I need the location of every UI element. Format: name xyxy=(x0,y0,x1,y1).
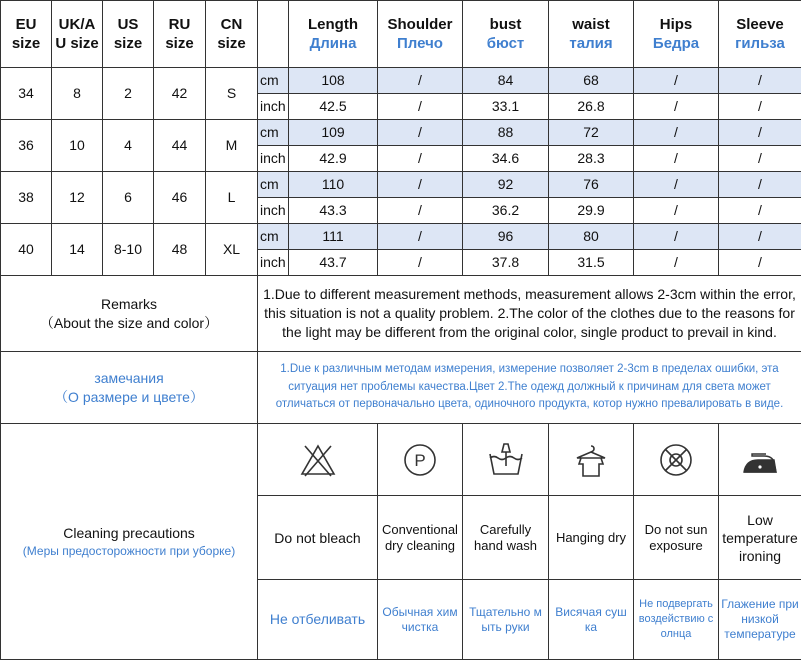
length-cm: 108 xyxy=(289,68,378,94)
waist-inch: 29.9 xyxy=(549,198,634,224)
header-cn: CN size xyxy=(206,1,258,68)
us-size-cell: 6 xyxy=(103,172,154,224)
header-sleeve: Sleeve гильза xyxy=(719,1,801,68)
bust-cm: 88 xyxy=(463,120,549,146)
shoulder-cm: / xyxy=(378,224,463,250)
shoulder-cm: / xyxy=(378,120,463,146)
cn-size-cell: M xyxy=(206,120,258,172)
cn-size-cell: S xyxy=(206,68,258,120)
unit-inch: inch xyxy=(258,198,289,224)
remarks-title: Remarks xyxy=(1,295,257,314)
length-inch: 43.3 xyxy=(289,198,378,224)
sleeve-inch: / xyxy=(719,250,801,276)
unit-inch: inch xyxy=(258,94,289,120)
length-inch: 42.5 xyxy=(289,94,378,120)
care-en-hand-wash: Carefully hand wash xyxy=(463,496,549,580)
bust-cm: 84 xyxy=(463,68,549,94)
bust-cm: 96 xyxy=(463,224,549,250)
care-ru-low-iron: Глажение при низкой температуре xyxy=(719,580,801,660)
header-shoulder: Shoulder Плечо xyxy=(378,1,463,68)
hips-cm: / xyxy=(634,68,719,94)
header-bust: bust бюст xyxy=(463,1,549,68)
header-ru: RU size xyxy=(154,1,206,68)
sleeve-inch: / xyxy=(719,146,801,172)
bust-inch: 34.6 xyxy=(463,146,549,172)
table-row xyxy=(1,120,801,146)
length-cm: 109 xyxy=(289,120,378,146)
remarks-label-ru xyxy=(1,352,258,424)
waist-inch: 31.5 xyxy=(549,250,634,276)
unit-cm: cm xyxy=(258,172,289,198)
hand-wash-icon xyxy=(463,424,549,496)
waist-cm: 68 xyxy=(549,68,634,94)
remarks-text-ru: 1.Due к различным методам измерения, измерение позволяет 2-3cm в пределах ошибки, эта ситуация нет проблемы качества.Цвет 2.The одежд должный к причинам для света может отличаться от первоначально цвета, одиночного продукта, котор нужно превалировать в виде. xyxy=(258,352,801,424)
eu-size-cell: 36 xyxy=(1,120,52,172)
unit-cm: cm xyxy=(258,68,289,94)
care-en-low-iron: Low temperature ironing xyxy=(719,496,801,580)
header-hips: Hips Бедра xyxy=(634,1,719,68)
waist-cm: 80 xyxy=(549,224,634,250)
ru-size-cell: 46 xyxy=(154,172,206,224)
waist-cm: 76 xyxy=(549,172,634,198)
shoulder-inch: / xyxy=(378,146,463,172)
no-bleach-icon xyxy=(258,424,378,496)
us-size-cell: 8-10 xyxy=(103,224,154,276)
cleaning-title: Cleaning precautions xyxy=(1,524,257,543)
shoulder-inch: / xyxy=(378,94,463,120)
us-size-cell: 4 xyxy=(103,120,154,172)
header-eu: EU size xyxy=(1,1,52,68)
uk-size-cell: 12 xyxy=(52,172,103,224)
bust-inch: 33.1 xyxy=(463,94,549,120)
sleeve-cm: / xyxy=(719,68,801,94)
cn-size-cell: XL xyxy=(206,224,258,276)
remarks-ru-row xyxy=(1,352,801,424)
us-size-cell: 2 xyxy=(103,68,154,120)
eu-size-cell: 34 xyxy=(1,68,52,120)
eu-size-cell: 38 xyxy=(1,172,52,224)
uk-size-cell: 10 xyxy=(52,120,103,172)
shoulder-inch: / xyxy=(378,198,463,224)
header-waist: waist талия xyxy=(549,1,634,68)
waist-inch: 26.8 xyxy=(549,94,634,120)
ru-size-cell: 42 xyxy=(154,68,206,120)
bust-inch: 37.8 xyxy=(463,250,549,276)
ru-size-cell: 44 xyxy=(154,120,206,172)
hips-cm: / xyxy=(634,120,719,146)
header-length: Length Длина xyxy=(289,1,378,68)
remarks-subtitle: （About the size and color） xyxy=(1,314,257,333)
hips-inch: / xyxy=(634,146,719,172)
remarks-subtitle-ru: （О размере и цвете） xyxy=(1,388,257,407)
svg-text:P: P xyxy=(414,451,425,470)
hang-dry-icon xyxy=(549,424,634,496)
bust-inch: 36.2 xyxy=(463,198,549,224)
care-en-hang-dry: Hanging dry xyxy=(549,496,634,580)
care-ru-hang-dry: Висячая сушка xyxy=(549,580,634,660)
cleaning-label xyxy=(1,424,258,660)
dry-clean-icon xyxy=(378,424,463,496)
care-en-no-bleach: Do not bleach xyxy=(258,496,378,580)
care-ru-dry-clean: Обычная хим чистка xyxy=(378,580,463,660)
hips-cm: / xyxy=(634,172,719,198)
sleeve-cm: / xyxy=(719,224,801,250)
waist-inch: 28.3 xyxy=(549,146,634,172)
table-row xyxy=(1,68,801,94)
hips-cm: / xyxy=(634,224,719,250)
unit-inch: inch xyxy=(258,146,289,172)
sleeve-cm: / xyxy=(719,172,801,198)
care-ru-hand-wash: Тщательно мыть руки xyxy=(463,580,549,660)
length-inch: 42.9 xyxy=(289,146,378,172)
remarks-text-en: 1.Due to different measurement methods, measurement allows 2-3cm within the error, this situation is not a quality problem. 2.The color of the clothes due to the reasons for the light may be different from the original color, single product to prevail in kind. xyxy=(258,276,801,352)
hips-inch: / xyxy=(634,250,719,276)
unit-cm: cm xyxy=(258,224,289,250)
care-ru-no-bleach: Не отбеливать xyxy=(258,580,378,660)
bust-cm: 92 xyxy=(463,172,549,198)
table-row xyxy=(1,224,801,250)
hips-inch: / xyxy=(634,94,719,120)
length-cm: 110 xyxy=(289,172,378,198)
cleaning-icons-row xyxy=(1,424,801,496)
sleeve-inch: / xyxy=(719,198,801,224)
unit-inch: inch xyxy=(258,250,289,276)
cleaning-title-ru: (Меры предосторожности при уборке) xyxy=(1,543,257,560)
remarks-title-ru: замечания xyxy=(1,369,257,388)
ru-size-cell: 48 xyxy=(154,224,206,276)
table-row xyxy=(1,172,801,198)
uk-size-cell: 14 xyxy=(52,224,103,276)
header-unit-blank xyxy=(258,1,289,68)
care-ru-no-sun: Не подвергать воздействию солнца xyxy=(634,580,719,660)
length-inch: 43.7 xyxy=(289,250,378,276)
eu-size-cell: 40 xyxy=(1,224,52,276)
uk-size-cell: 8 xyxy=(52,68,103,120)
sleeve-inch: / xyxy=(719,94,801,120)
no-sun-icon xyxy=(634,424,719,496)
header-us: US size xyxy=(103,1,154,68)
remarks-label xyxy=(1,276,258,352)
care-en-dry-clean: Conventional dry cleaning xyxy=(378,496,463,580)
low-iron-icon xyxy=(719,424,801,496)
cn-size-cell: L xyxy=(206,172,258,224)
header-uk: UK/A U size xyxy=(52,1,103,68)
unit-cm: cm xyxy=(258,120,289,146)
sleeve-cm: / xyxy=(719,120,801,146)
shoulder-cm: / xyxy=(378,68,463,94)
hips-inch: / xyxy=(634,198,719,224)
length-cm: 111 xyxy=(289,224,378,250)
header-row xyxy=(1,1,801,68)
care-en-no-sun: Do not sun exposure xyxy=(634,496,719,580)
remarks-en-row xyxy=(1,276,801,352)
waist-cm: 72 xyxy=(549,120,634,146)
shoulder-cm: / xyxy=(378,172,463,198)
shoulder-inch: / xyxy=(378,250,463,276)
